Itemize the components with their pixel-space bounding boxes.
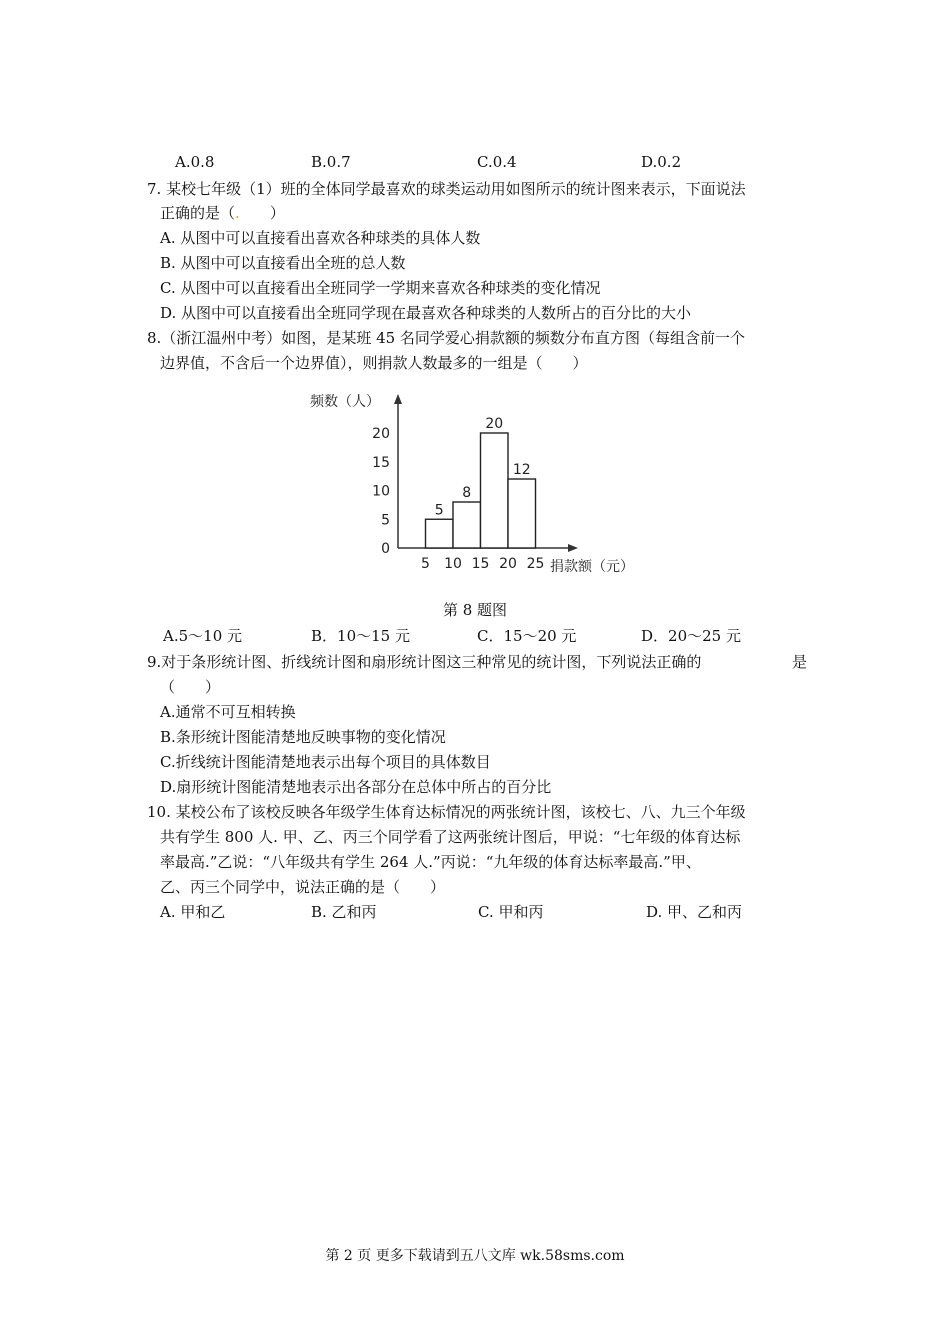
q10-stem-line4: 乙、丙三个同学中，说法正确的是（ ） xyxy=(160,878,446,896)
q7-stem-line1: 7. 某校七年级（1）班的全体同学最喜欢的球类运动用如图所示的统计图来表示，下面说法 xyxy=(147,180,746,198)
q10-option-a: A. 甲和乙 xyxy=(160,903,226,921)
q10-stem-line3: 率最高.”乙说：“八年级共有学生 264 人.”丙说：“九年级的体育达标率最高.”甲、 xyxy=(160,853,701,871)
y-tick-label: 0 xyxy=(381,541,390,557)
q10-option-b: B. 乙和丙 xyxy=(311,903,377,921)
y-tick-label: 10 xyxy=(372,483,390,500)
x-axis-label: 捐款额（元） xyxy=(550,559,634,575)
q7-option-c: C. 从图中可以直接看出全班同学一学期来喜欢各种球类的变化情况 xyxy=(160,279,601,297)
x-tick-label: 10 xyxy=(444,556,462,572)
histogram-bar xyxy=(508,479,536,548)
q8-option-d: D．20～25 元 xyxy=(641,627,741,645)
q10-option-d: D. 甲、乙和丙 xyxy=(646,903,743,921)
histogram-bar xyxy=(481,433,509,548)
q7-stem-line2-a: 正确的是（ xyxy=(160,204,236,222)
y-axis-label: 频数（人） xyxy=(310,394,380,410)
q7-option-b: B. 从图中可以直接看出全班的总人数 xyxy=(160,254,406,272)
q9-stem-line1: 9.对于条形统计图、折线统计图和扇形统计图这三种常见的统计图，下列说法正确的 xyxy=(147,653,702,671)
q10-stem-line1: 10. 某校公布了该校反映各年级学生体育达标情况的两张统计图，该校七、八、九三个年级 xyxy=(147,803,746,821)
q9-option-d: D.扇形统计图能清楚地表示出各部分在总体中所占的百分比 xyxy=(160,778,552,796)
q6-option-d: D.0.2 xyxy=(641,153,682,171)
q9-stem-line1-end: 是 xyxy=(792,653,808,671)
x-tick-label: 5 xyxy=(421,556,430,572)
q6-option-c: C.0.4 xyxy=(477,153,517,171)
histogram-bar xyxy=(426,519,454,548)
bar-value-label: 8 xyxy=(462,485,472,501)
x-tick-label: 20 xyxy=(499,556,517,572)
answer-mark-dot: . xyxy=(235,204,240,222)
y-tick-label: 5 xyxy=(381,512,390,529)
q8-stem-line1: 8.（浙江温州中考）如图，是某班 45 名同学爱心捐款额的频数分布直方图（每组含前一个 xyxy=(147,329,745,347)
q9-option-c: C.折线统计图能清楚地表示出每个项目的具体数目 xyxy=(160,753,491,771)
q7-stem-line2-b: ） xyxy=(269,204,285,222)
q9-option-b: B.条形统计图能清楚地反映事物的变化情况 xyxy=(160,728,446,746)
bar-value-label: 5 xyxy=(434,502,444,519)
q7-stem-line2 xyxy=(160,203,285,223)
q7-option-a: A. 从图中可以直接看出喜欢各种球类的具体人数 xyxy=(160,229,481,247)
q8-option-c: C．15～20 元 xyxy=(477,627,577,645)
q8-option-a: A.5～10 元 xyxy=(163,627,242,645)
y-axis-arrow xyxy=(394,394,402,404)
y-tick-label: 15 xyxy=(372,454,390,471)
histogram-bar xyxy=(453,502,481,548)
q9-stem-line2: （ ） xyxy=(160,678,221,696)
q9-option-a: A.通常不可互相转换 xyxy=(160,703,296,721)
q7-option-d: D. 从图中可以直接看出全班同学现在最喜欢各种球类的人数所占的百分比的大小 xyxy=(160,304,692,322)
x-axis-arrow xyxy=(568,544,578,552)
bar-value-label: 12 xyxy=(512,462,531,478)
bar-value-label: 20 xyxy=(485,416,504,432)
q6-option-a: A.0.8 xyxy=(175,153,215,171)
y-tick-label: 20 xyxy=(372,426,390,442)
page-footer: 第 2 页 更多下载请到五八文库 wk.58sms.com xyxy=(325,1248,625,1264)
x-tick-label: 25 xyxy=(526,556,545,572)
x-tick-label: 15 xyxy=(471,556,490,572)
q6-option-b: B.0.7 xyxy=(311,153,351,171)
histogram-chart xyxy=(300,378,660,583)
q10-stem-line2: 共有学生 800 人. 甲、乙、丙三个同学看了这两张统计图后，甲说：“七年级的体育达标 xyxy=(160,828,741,846)
q8-option-b: B．10～15 元 xyxy=(311,627,410,645)
q10-option-c: C. 甲和丙 xyxy=(478,903,544,921)
q8-stem-line2: 边界值，不含后一个边界值），则捐款人数最多的一组是（ ） xyxy=(160,354,588,372)
figure-caption: 第 8 题图 xyxy=(442,601,508,619)
